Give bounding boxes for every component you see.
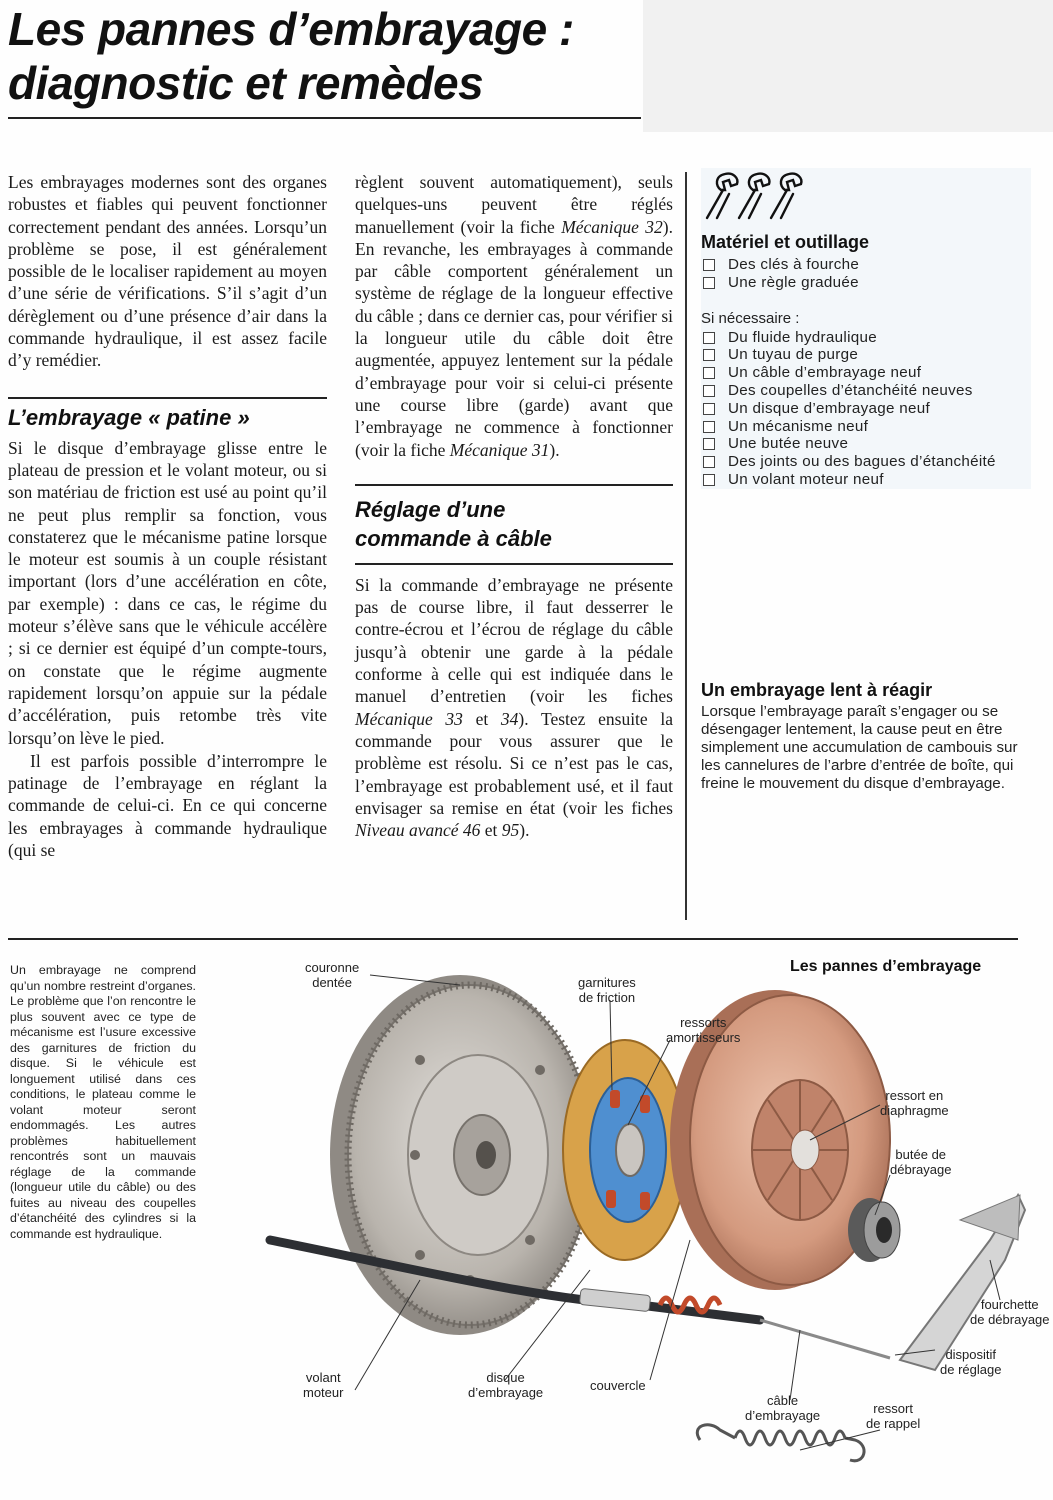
checkbox-icon [703, 277, 715, 289]
checkbox-icon [703, 367, 715, 379]
col2-paragraph-1: règlent souvent automatiquement), seuls quelques-uns peuvent être réglés manuellement (voir la fiche Mécanique 32). En revanche, les embrayages à commande par câble comportent généralement un système de réglage de la longueur effective du câble ; dans ce dernier cas, pour vérifier si la longueur utile du câble doit être augmentée, appuyez lentement sur la pédale d’embrayage pour voir si celui-ci présente une course libre (garde) avant que l’embrayage ne commence à fonctionner (voir la fiche Mécanique 31). [355, 172, 673, 460]
section-rule [355, 563, 673, 565]
figure-caption: Un embrayage ne comprend qu’un nombre restreint d’organes. Le problème que l’on rencontre le plus souvent avec ce type de mécanisme est l’usure excessive des garnitures de friction du disque. Si le véhicule est longuement utilisé dans ces conditions, le plateau comme le volant moteur seront endommagés. Les autres problèmes habituellement rencontrés sont un mauvais réglage de la commande (longueur utile du câble) ou des fuites au niveau des coupelles d’étanchéité des cylindres si la commande est hydraulique. [10, 963, 196, 1241]
article-column-2 [355, 171, 673, 841]
title-line-1: Les pannes d’embrayage : [8, 3, 574, 55]
reference: Mécanique 31 [449, 439, 550, 460]
checkbox-icon [703, 421, 715, 433]
label-ressort-diaphragme: ressort en diaphragme [880, 1088, 949, 1118]
column-divider [685, 172, 687, 920]
label-cable: câble d’embrayage [745, 1393, 821, 1423]
section-rule [8, 397, 327, 399]
checkbox-icon [703, 332, 715, 344]
checklist-item: Une butée neuve [701, 435, 1031, 453]
checklist-item: Des joints ou des bagues d’étanchéité [701, 453, 1031, 471]
page-title [8, 2, 708, 110]
title-underline [8, 117, 641, 119]
checklist-item: Un tuyau de purge [701, 346, 1031, 364]
release-bearing-butee [848, 1198, 900, 1262]
slow-clutch-text: Lorsque l’embrayage paraît s’engager ou se désengager lentement, la cause peut en être simplement une accumulation de cambouis sur les cannelures de l’arbre d’entrée de boîte, qui freine le mouvement du disque d’embrayage. [701, 703, 1018, 792]
checklist-item: Un câble d’embrayage neuf [701, 364, 1031, 382]
checklist-item: Un disque d’embrayage neuf [701, 400, 1031, 418]
checklist-item: Un volant moteur neuf [701, 471, 1031, 489]
label-ressorts: ressorts amortisseurs [666, 1015, 741, 1045]
label-couvercle: couvercle [590, 1378, 646, 1393]
checkbox-icon [703, 385, 715, 397]
tools-sidebar [701, 168, 1031, 489]
clutch-disc-disque [563, 1040, 687, 1260]
section-heading-patine: L’embrayage « patine » [8, 404, 250, 430]
return-spring-ressort-de-rappel [697, 1425, 864, 1461]
figure-title: Les pannes d’embrayage [790, 958, 982, 975]
checklist-item: Du fluide hydraulique [701, 329, 1031, 347]
checkbox-icon [703, 474, 715, 486]
label-volant: volant moteur [303, 1370, 344, 1400]
title-line-2: diagnostic et remèdes [8, 57, 484, 109]
checkbox-icon [703, 349, 715, 361]
slow-clutch-heading: Un embrayage lent à réagir [701, 680, 933, 700]
checklist-item: Des coupelles d’étanchéité neuves [701, 382, 1031, 400]
checklist-item: Un mécanisme neuf [701, 418, 1031, 436]
reference: Mécanique 32 [561, 216, 663, 237]
col2-paragraph-2: Si la commande d’embrayage ne présente pas de course libre, il faut desserrer le contre-écrou et l’écrou de réglage du câble jusqu’à obtenir une garde à la pédale conforme à celle qui est indiquée dans le manuel d’entretien (voir les fiches Mécanique 33 et 34). Testez ensuite la commande pour vous assurer que le problème est résolu. Si ce n’est pas le cas, l’embrayage est probablement usé, et il faut envisager sa remise en état (voir les fiches Niveau avancé 46 et 95). [355, 574, 673, 841]
label-couronne: couronne dentée [305, 960, 360, 990]
tools-list [701, 256, 1031, 292]
intro-paragraph: Les embrayages modernes sont des organes robustes et fiables qui peuvent fonctionner correctement pendant des années. Lorsqu’un problème se pose, il est généralement possible de le localiser rapidement au moyen d’une série de vérifications. S’il s’agit d’un dérèglement ou d’une présence d’air dans la commande hydraulique, il est assez facile d’y remédier. [8, 172, 327, 371]
checkbox-icon [703, 259, 715, 271]
patine-paragraph-2: Il est parfois possible d’interrompre le patinage de l’embrayage en réglant la commande de celui-ci. En ce qui concerne les embrayages à commande hydraulique (qui se [8, 750, 327, 861]
label-garnitures: garnitures de friction [578, 975, 636, 1005]
slow-clutch-box [701, 680, 1019, 793]
release-fork-fourchette [900, 1195, 1025, 1370]
section-rule [355, 484, 673, 486]
label-disque: disque d’embrayage [468, 1370, 544, 1400]
optional-tools-list [701, 329, 1031, 489]
section-heading-reglage: Réglage d’une commande à câble [355, 496, 552, 551]
checklist-item: Une règle graduée [701, 274, 1031, 292]
checkbox-icon [703, 403, 715, 415]
label-ressort-rappel: ressort de rappel [866, 1401, 921, 1431]
checkbox-icon [703, 456, 715, 468]
optional-label: Si nécessaire : [701, 309, 800, 327]
label-dispositif: dispositif de réglage [940, 1347, 1002, 1377]
tools-heading: Matériel et outillage [701, 232, 870, 252]
checklist-item: Des clés à fourche [701, 256, 1031, 274]
label-fourchette: fourchette de débrayage [970, 1297, 1050, 1327]
label-butee: butée de débrayage [890, 1147, 952, 1177]
patine-paragraph-1: Si le disque d’embrayage glisse entre le plateau de pression et le volant moteur, ou si son matériau de friction est usé au point qu’il ne peut plus remplir sa fonction, vous constaterez que le mécanisme patine lorsque le moteur est soumis à un couple résistant important (lors d’une accélération en côte, par exemple) : dans ce cas, le régime du moteur s’élève sans que le véhicule accélère ; si ce dernier est équipé d’un compte-tours, on constate que le régime augmente rapidement lorsqu’on appuie sur la pédale d’accélération, puis retombe très vite lorsqu’on lève le pied. [8, 437, 327, 748]
article-column-1 [8, 171, 327, 861]
checkbox-icon [703, 438, 715, 450]
wrench-icons [701, 168, 826, 224]
